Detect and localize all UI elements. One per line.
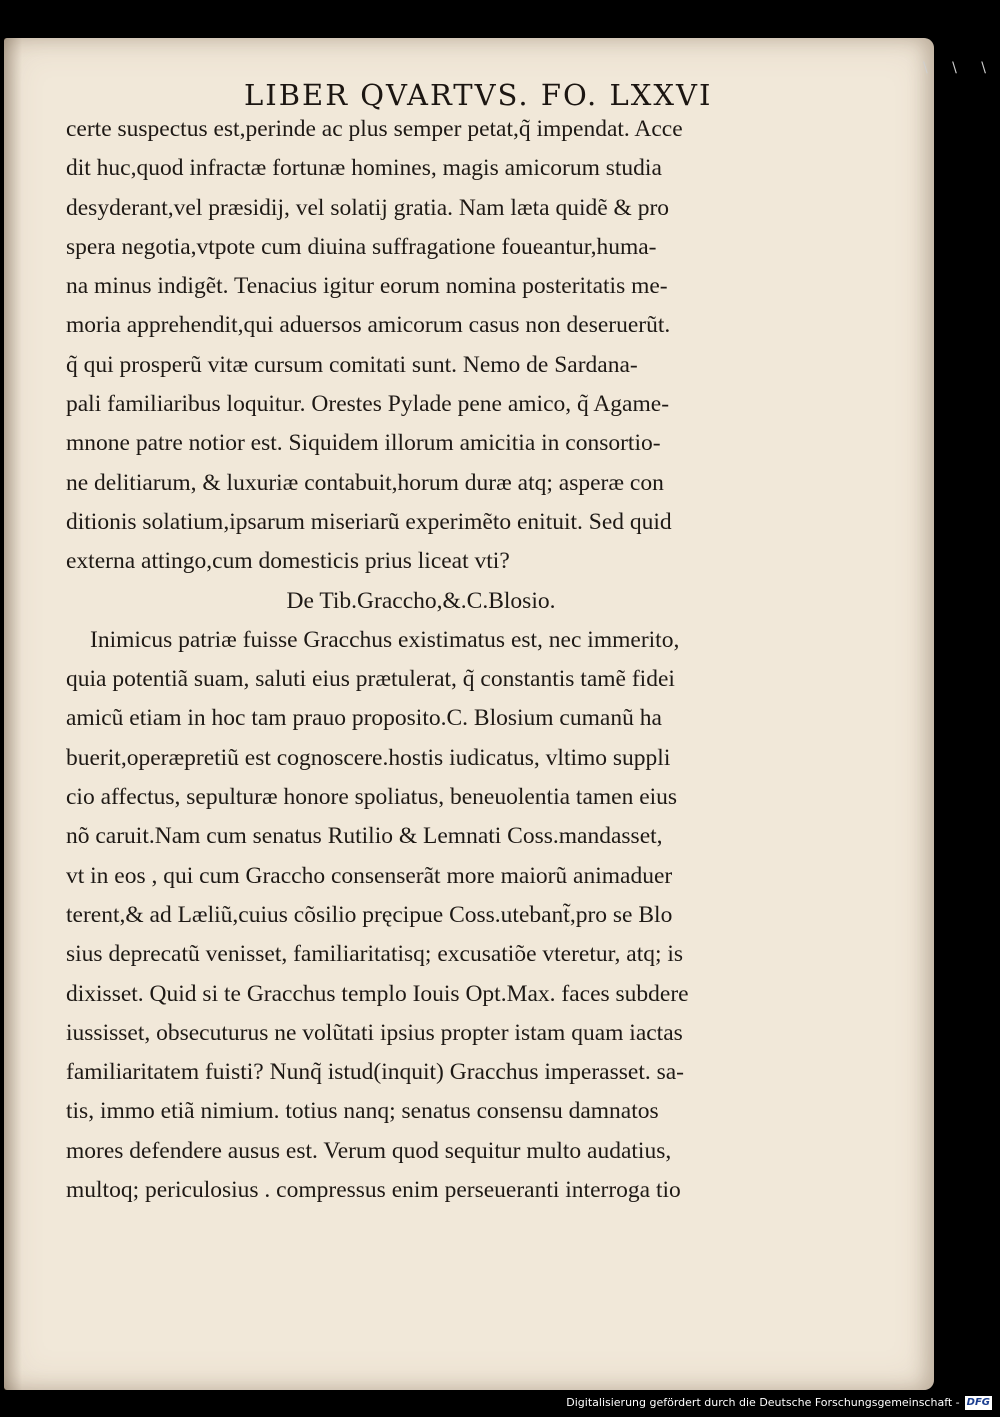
- text-line: certe suspectus est,perinde ac plus semper petat,q̃ impendat. Acce: [66, 116, 683, 142]
- text-line: familiaritatem fuisti? Nunq̃ istud(inquit) Gracchus imperasset. sa-: [66, 1059, 685, 1086]
- text-line: pali familiaribus loquitur. Orestes Pylade pene amico, q̃ Agame-: [66, 391, 670, 418]
- text-line: tis, immo etiã nimium. totius nanq; senatus consensu damnatos: [66, 1098, 659, 1125]
- text-line: externa attingo,cum domesticis prius liceat vti?: [66, 548, 510, 575]
- text-line: nõ caruit.Nam cum senatus Rutilio & Lemnati Coss.mandasset,: [66, 823, 663, 850]
- text-line: moria apprehendit,qui aduersos amicorum casus non deseruerũt.: [66, 312, 671, 339]
- text-line: sius deprecatũ venisset, familiaritatisq; excusatiõe vteretur, atq; is: [66, 941, 684, 968]
- text-block: [66, 110, 766, 1210]
- margin-marks: \ \ \: [922, 60, 996, 76]
- text-line: mnone patre notior est. Siquidem illorum amicitia in consortio-: [66, 430, 661, 457]
- text-line: quia potentiã suam, saluti eius prætulerat, q̃ constantis tamẽ fidei: [66, 666, 675, 693]
- text-line: amicũ etiam in hoc tam prauo proposito.C. Blosium cumanũ ha: [66, 705, 662, 732]
- book-page: [4, 38, 934, 1390]
- text-line: cio affectus, sepulturæ honore spoliatus, beneuolentia tamen eius: [66, 784, 678, 811]
- text-line: q̃ qui prosperũ vitæ cursum comitati sunt. Nemo de Sardana-: [66, 351, 638, 378]
- text-line: vt in eos , qui cum Graccho consenserãt more maiorũ animaduer: [66, 862, 673, 889]
- text-line: mores defendere ausus est. Verum quod sequitur multo audatius,: [66, 1137, 672, 1164]
- text-line: dit huc,quod infractæ fortunæ homines, magis amicorum studia: [66, 155, 662, 182]
- text-line: Inimicus patriæ fuisse Gracchus existimatus est, nec immerito,: [90, 626, 680, 653]
- section-subtitle: De Tib.Graccho,&.C.Blosio.: [286, 587, 556, 614]
- funding-footer: [566, 1395, 992, 1411]
- text-line: ne delitiarum, & luxuriæ contabuit,horum duræ atq; asperæ con: [66, 469, 664, 496]
- text-line: ditionis solatium,ipsarum miseriarũ experimẽto enituit. Sed quid: [66, 508, 672, 535]
- text-line: terent,& ad Læliũ,cuius cõsilio pręcipue Coss.utebant̃,pro se Blo: [66, 901, 673, 928]
- dfg-logo: DFG: [966, 1397, 990, 1408]
- running-head: LIBER QVARTVS. FO. LXXVI: [244, 78, 713, 112]
- text-line: buerit,operæpretiũ est cognoscere.hostis iudicatus, vltimo suppli: [66, 744, 671, 771]
- text-line: desyderant,vel præsidij, vel solatij gratia. Nam læta quidẽ & pro: [66, 194, 670, 221]
- text-line: multoq; periculosius . compressus enim perseueranti interroga tio: [66, 1177, 681, 1204]
- text-line: dixisset. Quid si te Gracchus templo Iouis Opt.Max. faces subdere: [66, 980, 689, 1007]
- text-line: iussisset, obsecuturus ne volũtati ipsius propter istam quam iactas: [66, 1019, 683, 1046]
- text-line: na minus indigẽt. Tenacius igitur eorum nomina posteritatis me-: [66, 273, 668, 300]
- text-line: spera negotia,vtpote cum diuina suffragatione foueantur,huma-: [66, 233, 657, 260]
- footer-text: Digitalisierung gefördert durch die Deutsche Forschungsgemeinschaft -: [566, 1396, 960, 1409]
